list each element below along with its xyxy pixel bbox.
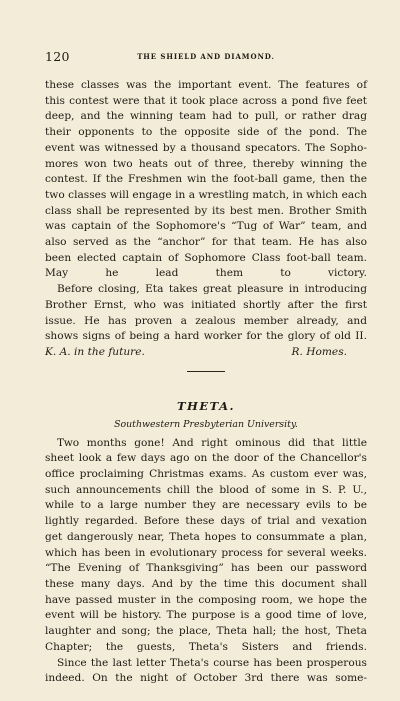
- text-line: Before closing, Eta takes great pleasure in introducing: [57, 283, 367, 296]
- text-line: indeed. On the night of October 3rd there was some-: [45, 672, 367, 685]
- text-line: been elected captain of Sophomore Class foot-ball team.: [45, 251, 367, 264]
- theta-paragraph-1: [45, 436, 367, 656]
- text-line: such announcements chill the blood of some in S. P. U.,: [45, 483, 368, 496]
- text-line: event will be history. The purpose is a good time of love,: [45, 609, 367, 622]
- text-line: deep, and the winning team had to pull, or rather drag: [45, 110, 367, 123]
- text-line: Two months gone! And right ominous did that little: [57, 436, 367, 449]
- text-line: lightly regarded. Before these days of trial and vexation: [45, 515, 367, 528]
- text-line: office proclaiming Christmas exams. As custom ever was,: [45, 468, 367, 481]
- eta-paragraph-2: [45, 282, 367, 361]
- text-line: mores won two heats out of three, thereby winning the: [45, 157, 368, 170]
- text-line: Chapter; the guests, Theta's Sisters and friends.: [45, 640, 367, 653]
- text-line: class shall be represented by its best men. Brother Smith: [45, 204, 367, 217]
- text-line: contest. If the Freshmen win the foot-ball game, then the: [45, 173, 368, 186]
- text-line: sheet look a few days ago on the door of the Chancellor's: [45, 452, 367, 465]
- running-head: THE SHIELD AND DIAMOND.: [137, 52, 275, 61]
- text-line: these classes was the important event. The features of: [45, 79, 367, 91]
- section-subtitle: Southwestern Presbyterian University.: [114, 418, 298, 430]
- text-line: “The Evening of Thanksgiving” has been our password: [45, 562, 367, 575]
- closing-text: K. A. in the future.: [45, 345, 145, 358]
- text-line: get dangerously near, Theta hopes to consummate a plan,: [45, 530, 367, 543]
- theta-paragraph-2: [45, 656, 367, 687]
- text-line: May he lead them to victory.: [45, 267, 367, 280]
- text-line: two classes will engage in a wrestling match, in which each: [45, 188, 367, 201]
- page-header: [45, 49, 367, 65]
- text-line: also served as the “anchor” for that team. He has also: [45, 236, 367, 249]
- page-number: 120: [45, 49, 70, 64]
- body-text: [45, 78, 367, 687]
- text-line: shows signs of being a hard worker for the glory of old II.: [45, 330, 367, 343]
- text-line: event was witnessed by a thousand specators. The Sopho-: [45, 141, 368, 154]
- text-line: issue. He has proven a zealous member already, and: [45, 314, 368, 327]
- text-line: Brother Ernst, who was initiated shortly after the first: [45, 298, 367, 311]
- text-line: this contest were that it took place across a pond five feet: [45, 94, 367, 107]
- text-line: which has been in evolutionary process for several weeks.: [45, 546, 367, 559]
- text-line: was captain of the Sophomore's “Tug of War” team, and: [45, 220, 367, 233]
- text-line: while to a large number they are necessary evils to be: [45, 499, 367, 512]
- text-line: have passed muster in the composing room, we hope the: [45, 593, 367, 606]
- signature: R. Homes.: [291, 345, 347, 358]
- text-line: laughter and song; the place, Theta hall; the host, Theta: [45, 625, 367, 638]
- eta-paragraph-1: [45, 78, 367, 282]
- section-divider: [187, 371, 225, 372]
- text-line: Since the last letter Theta's course has been prosperous: [57, 656, 367, 669]
- section-title: THETA.: [176, 398, 236, 413]
- signoff-line: [45, 345, 367, 361]
- text-line: their opponents to the opposite side of the pond. The: [45, 126, 367, 139]
- text-line: these many days. And by the time this document shall: [45, 577, 367, 590]
